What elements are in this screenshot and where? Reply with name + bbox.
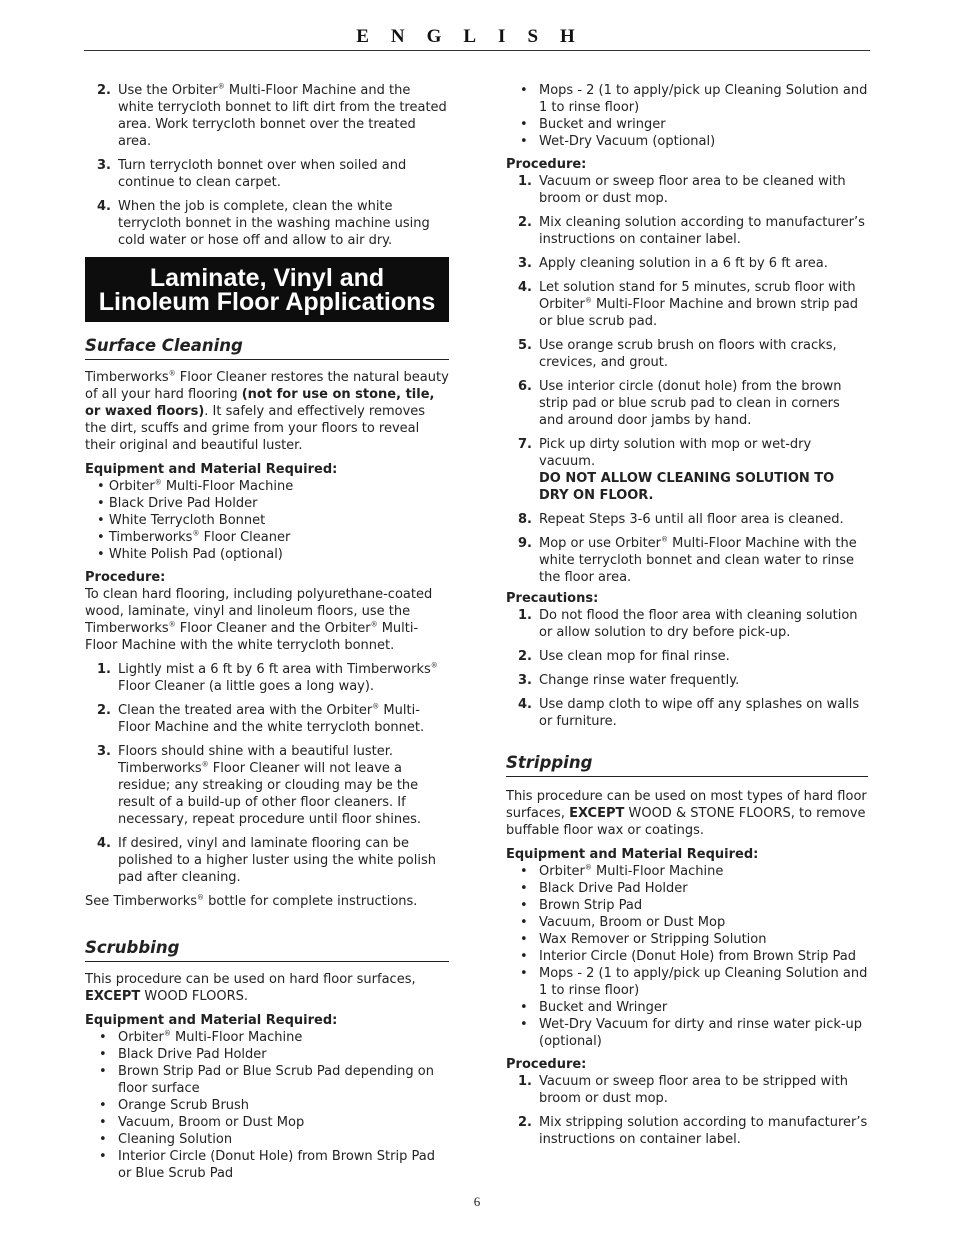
list-item: • Bucket and Wringer	[520, 1000, 668, 1015]
list-item: • Orange Scrub Brush	[99, 1098, 250, 1113]
list-item: • Timberworks® Floor Cleaner	[97, 529, 291, 545]
list-item: 1. Vacuum or sweep floor area to be cleaned with broom or dust mop.	[518, 174, 846, 206]
scrubbing-intro: This procedure can be used on hard floor surfaces, EXCEPT WOOD FLOORS.	[85, 972, 416, 1004]
list-item: 8. Repeat Steps 3-6 until all floor area is cleaned.	[518, 512, 844, 527]
equipment-label: Equipment and Material Required:	[85, 1013, 338, 1028]
list-item: 4. When the job is complete, clean the white terrycloth bonnet in the washing machine using cold water or hose off and allow to air dry.	[97, 199, 430, 248]
header-divider	[84, 50, 870, 51]
scrubbing-steps	[506, 173, 868, 586]
list-item: 4. If desired, vinyl and laminate flooring can be polished to a higher luster using the white polish pad after cleaning.	[97, 836, 436, 885]
list-item: 6. Use interior circle (donut hole) from the brown strip pad or blue scrub pad to clean in corners and around door jambs by hand.	[518, 379, 842, 428]
scrubbing-equipment-continued	[506, 82, 868, 150]
list-item: • Interior Circle (Donut Hole) from Brown Strip Pad	[520, 949, 856, 964]
procedure-label: Procedure:	[506, 1057, 587, 1072]
list-item: • Mops - 2 (1 to apply/pick up Cleaning Solution and 1 to rinse floor)	[520, 83, 868, 115]
list-item: • Wet-Dry Vacuum for dirty and rinse water pick-up (optional)	[520, 1017, 863, 1049]
precautions-list	[506, 607, 868, 730]
list-item: • Orbiter® Multi-Floor Machine	[520, 863, 724, 879]
list-item: 3. Apply cleaning solution in a 6 ft by 6 ft area.	[518, 256, 828, 271]
list-item: 4. Let solution stand for 5 minutes, scrub floor with Orbiter® Multi-Floor Machine and brown strip pad or blue scrub pad.	[518, 280, 859, 329]
list-item: • Wax Remover or Stripping Solution	[520, 932, 767, 947]
surface-cleaning-intro: Timberworks® Floor Cleaner restores the natural beauty of all your hard flooring (not for use on stone, tile, or waxed floors). It safely and effectively removes the dirt, scuffs and grime from your floors to reveal their original and beautiful luster.	[85, 369, 449, 453]
list-item: • Interior Circle (Donut Hole) from Brown Strip Pad or Blue Scrub Pad	[99, 1149, 435, 1181]
list-item: • Wet-Dry Vacuum (optional)	[520, 134, 716, 149]
list-item: 1. Lightly mist a 6 ft by 6 ft area with Timberworks® Floor Cleaner (a little goes a long way).	[97, 661, 438, 694]
list-item: 4. Use damp cloth to wipe off any splashes on walls or furniture.	[518, 697, 860, 729]
list-item: • Vacuum, Broom or Dust Mop	[99, 1115, 305, 1130]
surface-steps	[85, 661, 449, 886]
surface-equipment-list	[85, 478, 449, 563]
page-number: 6	[473, 1194, 481, 1209]
list-item: 2. Mix cleaning solution according to manufacturer’s instructions on container label.	[518, 215, 865, 247]
list-item: • White Terrycloth Bonnet	[97, 513, 266, 528]
stripping-heading: Stripping	[506, 753, 868, 777]
see-bottle-note: See Timberworks® bottle for complete instructions.	[85, 893, 418, 909]
list-item: 7. Pick up dirty solution with mop or wet-dry vacuum. DO NOT ALLOW CLEANING SOLUTION TO DRY ON FLOOR.	[518, 437, 835, 503]
list-item: • White Polish Pad (optional)	[97, 547, 283, 562]
list-item: • Mops - 2 (1 to apply/pick up Cleaning Solution and 1 to rinse floor)	[520, 966, 868, 998]
list-item: 2. Use the Orbiter® Multi-Floor Machine and the white terrycloth bonnet to lift dirt from the treated area. Work terrycloth bonnet over the treated area.	[97, 82, 447, 149]
list-item: 5. Use orange scrub brush on floors with cracks, crevices, and grout.	[518, 338, 837, 370]
list-item: • Vacuum, Broom or Dust Mop	[520, 915, 726, 930]
procedure-label: Procedure:	[85, 570, 166, 585]
list-item: 3. Floors should shine with a beautiful luster. Timberworks® Floor Cleaner will not leave a residue; any streaking or clouding may be the result of a build-up of other floor cleaners. If necessary, repeat procedure until floor shines.	[97, 744, 422, 827]
list-item: • Brown Strip Pad	[520, 898, 643, 913]
list-item: 1. Vacuum or sweep floor area to be stripped with broom or dust mop.	[518, 1074, 849, 1106]
procedure-label: Procedure:	[506, 157, 587, 172]
left-column	[85, 82, 449, 1182]
list-item: 9. Mop or use Orbiter® Multi-Floor Machine with the white terrycloth bonnet and clean water to rinse the floor area.	[518, 535, 857, 585]
right-column	[506, 82, 868, 1155]
list-item: • Brown Strip Pad or Blue Scrub Pad depending on floor surface	[99, 1064, 434, 1096]
section-banner: Laminate, Vinyl and Linoleum Floor Applications	[85, 257, 449, 322]
language-header: ENGLISH	[356, 26, 597, 47]
warning-text: DO NOT ALLOW CLEANING SOLUTION TO DRY ON FLOOR.	[539, 471, 835, 503]
list-item: • Orbiter® Multi-Floor Machine	[97, 478, 294, 494]
equipment-label: Equipment and Material Required:	[506, 847, 759, 862]
list-item: • Black Drive Pad Holder	[99, 1047, 267, 1062]
list-item: 2. Use clean mop for final rinse.	[518, 649, 730, 664]
procedure-intro: To clean hard flooring, including polyurethane-coated wood, laminate, vinyl and linoleum floors, use the Timberworks® Floor Cleaner and the Orbiter® Multi-Floor Machine with the white terrycloth bonnet.	[85, 587, 433, 653]
scrubbing-equipment-list	[85, 1029, 449, 1182]
stripping-equipment-list	[506, 863, 868, 1050]
stripping-steps	[506, 1073, 868, 1148]
list-item: 1. Do not flood the floor area with cleaning solution or allow solution to dry before pick-up.	[518, 608, 858, 640]
precautions-label: Precautions:	[506, 591, 599, 606]
list-item: 3. Change rinse water frequently.	[518, 673, 740, 688]
list-item: • Black Drive Pad Holder	[520, 881, 688, 896]
intro-steps	[85, 82, 449, 249]
list-item: 2. Clean the treated area with the Orbiter® Multi-Floor Machine and the white terrycloth bonnet.	[97, 702, 425, 735]
surface-cleaning-heading: Surface Cleaning	[85, 336, 449, 360]
list-item: 2. Mix stripping solution according to manufacturer’s instructions on container label.	[518, 1115, 868, 1147]
list-item: • Bucket and wringer	[520, 117, 666, 132]
list-item: • Cleaning Solution	[99, 1132, 233, 1147]
scrubbing-heading: Scrubbing	[85, 938, 449, 962]
list-item: • Orbiter® Multi-Floor Machine	[99, 1029, 303, 1045]
list-item: • Black Drive Pad Holder	[97, 496, 258, 511]
stripping-intro: This procedure can be used on most types of hard floor surfaces, EXCEPT WOOD & STONE FLOORS, to remove buffable floor wax or coatings.	[506, 789, 867, 838]
list-item: 3. Turn terrycloth bonnet over when soiled and continue to clean carpet.	[97, 158, 407, 190]
equipment-label: Equipment and Material Required:	[85, 462, 338, 477]
